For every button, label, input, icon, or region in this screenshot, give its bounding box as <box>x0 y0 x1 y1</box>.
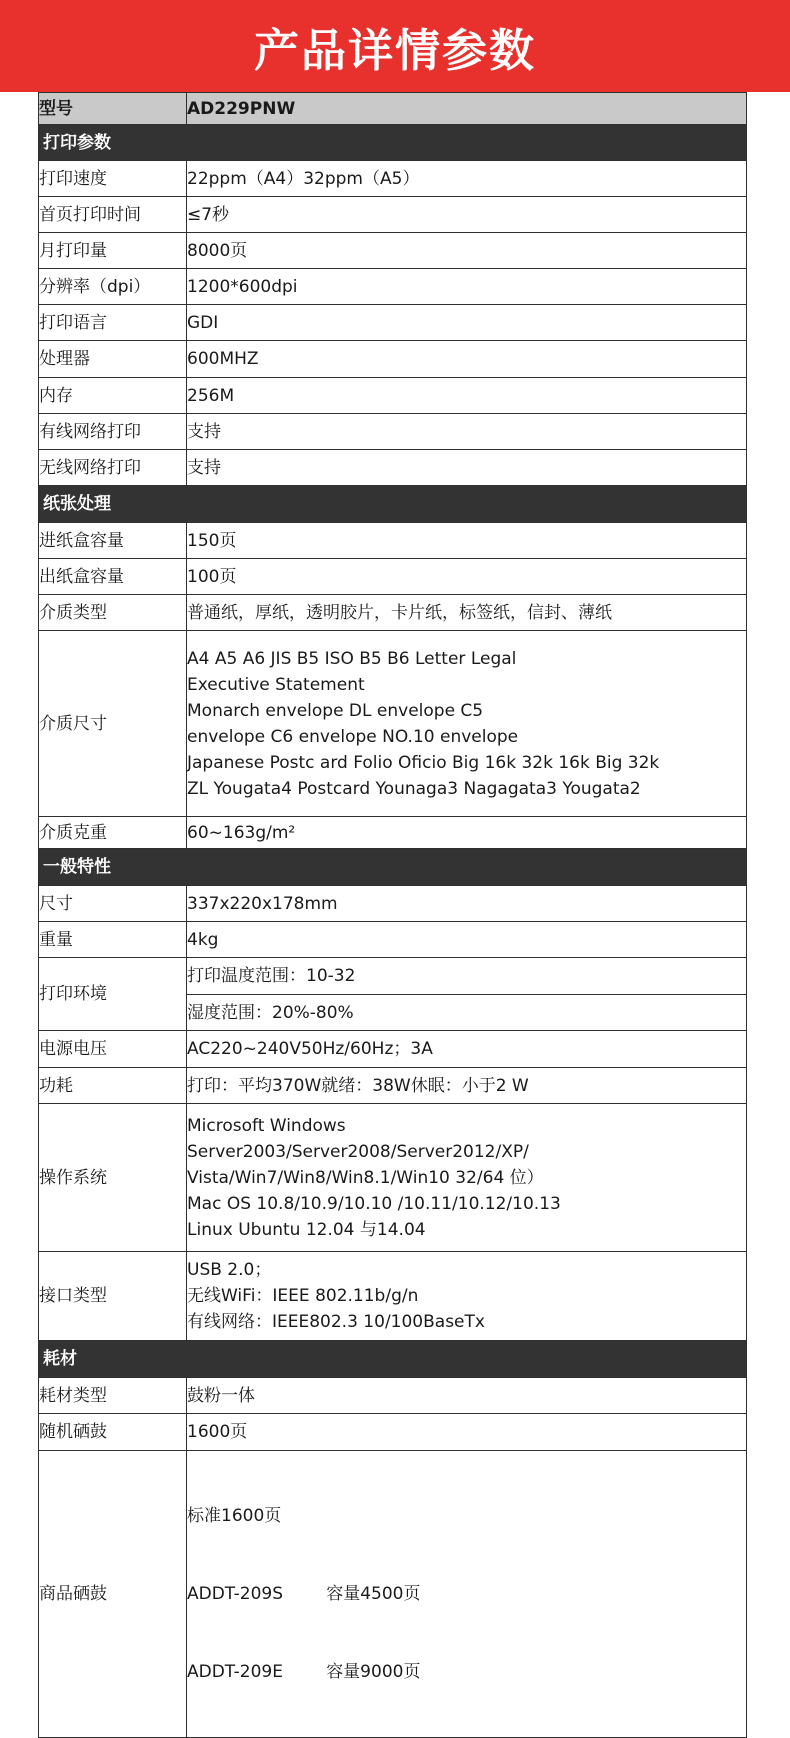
section-title: 纸张处理 <box>39 486 747 523</box>
row-label: 功耗 <box>39 1068 187 1104</box>
section-title: 一般特性 <box>39 849 747 886</box>
table-row <box>39 922 747 958</box>
row-value-multiline <box>187 631 747 817</box>
table-row <box>39 269 747 305</box>
row-label: 首页打印时间 <box>39 197 187 233</box>
table-row <box>39 958 747 995</box>
row-label: 有线网络打印 <box>39 414 187 450</box>
retail-drum-line: ADDT-209E 容量9000页 <box>187 1662 421 1682</box>
retail-drum-line: ADDT-209S 容量4500页 <box>187 1584 421 1604</box>
media-size-line: Japanese Postc ard Folio Oficio Big 16k 32k 16k Big 32k <box>187 752 660 773</box>
row-value: 4kg <box>187 922 747 958</box>
row-value-multiline <box>187 1451 747 1738</box>
interface-line: 有线网络：IEEE802.3 10/100BaseTx <box>187 1312 485 1332</box>
media-size-line: envelope C6 envelope NO.10 envelope <box>187 726 519 747</box>
row-label: 接口类型 <box>39 1252 187 1341</box>
retail-drum-line: 标准1600页 <box>187 1506 282 1526</box>
table-row-media-size <box>39 631 747 817</box>
os-line: Microsoft Windows <box>187 1115 346 1136</box>
row-value: 支持 <box>187 414 747 450</box>
interface-line: 无线WiFi：IEEE 802.11b/g/n <box>187 1286 419 1306</box>
os-line: Server2003/Server2008/Server2012/XP/ <box>187 1141 529 1162</box>
row-label: 打印速度 <box>39 161 187 197</box>
table-row <box>39 233 747 269</box>
row-label: 内存 <box>39 378 187 414</box>
row-label: 介质类型 <box>39 595 187 631</box>
table-row <box>39 595 747 631</box>
row-value: 100页 <box>187 559 747 595</box>
row-value: 普通纸，厚纸，透明胶片，卡片纸，标签纸，信封、薄纸 <box>187 595 747 631</box>
table-row <box>39 1414 747 1451</box>
media-size-line: ZL Yougata4 Postcard Younaga3 Nagagata3 Yougata2 <box>187 778 641 799</box>
media-size-line: Executive Statement <box>187 674 365 695</box>
row-label: 操作系统 <box>39 1104 187 1252</box>
title-banner <box>0 0 790 92</box>
table-row <box>39 414 747 450</box>
section-header-general <box>39 849 747 886</box>
table-row <box>39 1378 747 1414</box>
section-header-supplies <box>39 1341 747 1378</box>
row-value-multiline <box>187 1104 747 1252</box>
row-label: 介质克重 <box>39 817 187 849</box>
row-label: 出纸盒容量 <box>39 559 187 595</box>
table-row <box>39 1031 747 1068</box>
page-title: 产品详情参数 <box>253 23 536 77</box>
section-title: 打印参数 <box>39 125 747 161</box>
row-value: 1600页 <box>187 1414 747 1451</box>
table-row <box>39 305 747 341</box>
table-row-model <box>39 93 747 125</box>
row-value-multiline <box>187 1252 747 1341</box>
table-row <box>39 341 747 378</box>
row-value: AC220~240V50Hz/60Hz；3A <box>187 1031 747 1068</box>
row-value: 337x220x178mm <box>187 886 747 922</box>
row-label: 尺寸 <box>39 886 187 922</box>
table-row <box>39 523 747 559</box>
row-value: 8000页 <box>187 233 747 269</box>
media-size-line: A4 A5 A6 JIS B5 ISO B5 B6 Letter Legal <box>187 648 517 669</box>
model-value: AD229PNW <box>187 93 747 125</box>
model-label: 型号 <box>39 93 187 125</box>
os-line: Mac OS 10.8/10.9/10.10 /10.11/10.12/10.13 <box>187 1193 561 1214</box>
table-row-os <box>39 1104 747 1252</box>
row-value: 60~163g/m² <box>187 817 747 849</box>
table-row <box>39 197 747 233</box>
table-row <box>39 161 747 197</box>
table-row <box>39 817 747 849</box>
row-value: 600MHZ <box>187 341 747 378</box>
row-value: 打印温度范围：10-32 <box>187 958 747 995</box>
row-value: ≤7秒 <box>187 197 747 233</box>
media-size-line: Monarch envelope DL envelope C5 <box>187 700 484 721</box>
row-value: 打印：平均370W就绪：38W休眠：小于2 W <box>187 1068 747 1104</box>
spec-table <box>38 92 747 1738</box>
table-row <box>39 886 747 922</box>
row-label: 无线网络打印 <box>39 450 187 486</box>
table-row-interface <box>39 1252 747 1341</box>
table-row <box>39 378 747 414</box>
row-value: 256M <box>187 378 747 414</box>
row-label: 介质尺寸 <box>39 631 187 817</box>
row-label: 随机硒鼓 <box>39 1414 187 1451</box>
section-header-paper <box>39 486 747 523</box>
row-value: 湿度范围：20%-80% <box>187 995 747 1031</box>
row-value: 鼓粉一体 <box>187 1378 747 1414</box>
section-title: 耗材 <box>39 1341 747 1378</box>
row-label: 打印环境 <box>39 958 187 1031</box>
row-label: 耗材类型 <box>39 1378 187 1414</box>
row-label: 重量 <box>39 922 187 958</box>
table-row <box>39 450 747 486</box>
row-value: 1200*600dpi <box>187 269 747 305</box>
section-header-print <box>39 125 747 161</box>
row-value: GDI <box>187 305 747 341</box>
table-row-retail-drum <box>39 1451 747 1738</box>
row-label: 进纸盒容量 <box>39 523 187 559</box>
os-line: Vista/Win7/Win8/Win8.1/Win10 32/64 位） <box>187 1167 544 1188</box>
table-row <box>39 1068 747 1104</box>
row-label: 处理器 <box>39 341 187 378</box>
row-value: 支持 <box>187 450 747 486</box>
interface-line: USB 2.0； <box>187 1260 272 1280</box>
row-label: 电源电压 <box>39 1031 187 1068</box>
os-line: Linux Ubuntu 12.04 与14.04 <box>187 1219 426 1240</box>
row-label: 月打印量 <box>39 233 187 269</box>
row-value: 22ppm（A4）32ppm（A5） <box>187 161 747 197</box>
table-row <box>39 559 747 595</box>
row-label: 打印语言 <box>39 305 187 341</box>
row-value: 150页 <box>187 523 747 559</box>
row-label: 商品硒鼓 <box>39 1451 187 1738</box>
row-label: 分辨率（dpi） <box>39 269 187 305</box>
